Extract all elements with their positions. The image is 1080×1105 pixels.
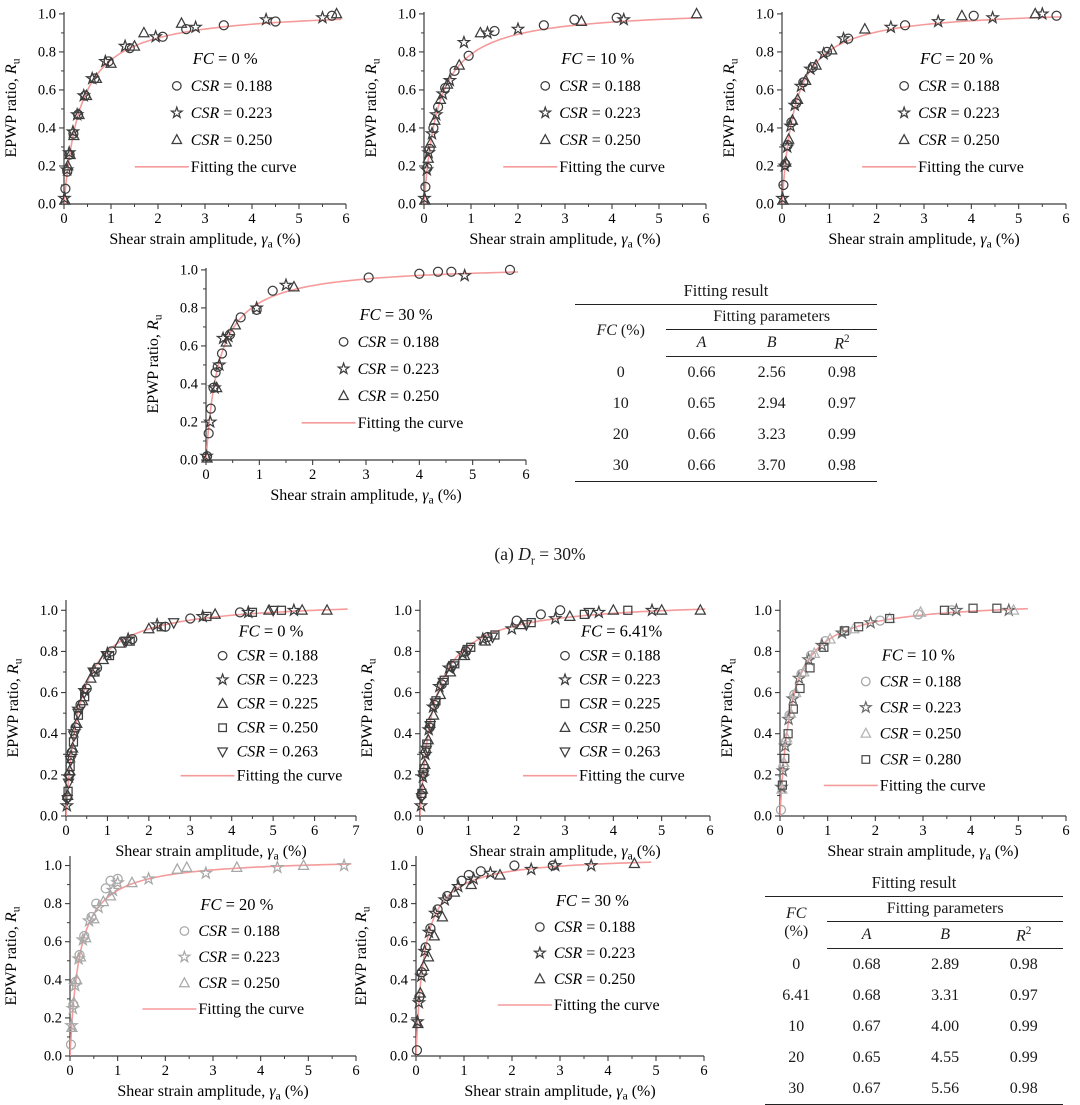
legend-entry: CSR = 0.188	[357, 333, 440, 351]
svg-text:0.6: 0.6	[389, 934, 408, 951]
svg-text:0.2: 0.2	[755, 158, 774, 175]
svg-text:0.0: 0.0	[179, 452, 198, 469]
plot-svg	[2, 588, 366, 864]
svg-text:0.0: 0.0	[753, 808, 772, 825]
svg-text:0: 0	[66, 1063, 74, 1079]
legend-entry: CSR = 0.223	[190, 104, 273, 122]
svg-text:0.8: 0.8	[753, 643, 772, 660]
svg-text:1.0: 1.0	[389, 858, 408, 875]
caption-prefix: (a)	[494, 544, 519, 564]
svg-text:3: 3	[561, 823, 569, 839]
legend-fit-label: Fitting the curve	[357, 414, 464, 432]
svg-text:0.0: 0.0	[389, 1048, 408, 1065]
plot-svg	[356, 588, 722, 864]
table-cell: 3.31	[931, 986, 960, 1004]
svg-text:0.6: 0.6	[397, 82, 416, 99]
table-title: Fitting result	[683, 281, 769, 300]
legend-entry: CSR = 0.250	[559, 131, 641, 149]
legend-entry: CSR = 0.250	[198, 975, 280, 992]
svg-text:0.4: 0.4	[39, 726, 58, 743]
table-cell: 0.97	[1009, 986, 1038, 1004]
table-cell: 0.98	[1009, 1079, 1038, 1097]
svg-text:6: 6	[310, 823, 319, 839]
series-0.188	[66, 874, 122, 1049]
table-cell: 0.67	[852, 1017, 881, 1035]
table-cell: 0.98	[827, 456, 856, 474]
svg-text:1: 1	[824, 823, 832, 839]
svg-text:5: 5	[304, 1063, 312, 1079]
fit-curve	[420, 609, 705, 816]
legend-entry: CSR = 0.223	[236, 671, 319, 689]
y-axis-label: EPWP ratio, $R_u$	[353, 906, 373, 1006]
svg-text:2: 2	[508, 1063, 516, 1079]
svg-text:0: 0	[776, 823, 784, 839]
svg-text:6: 6	[1062, 211, 1070, 227]
legend-entry: CSR = 0.223	[559, 104, 641, 122]
legend-fit-label: Fitting the curve	[879, 777, 986, 795]
svg-text:6: 6	[702, 211, 710, 227]
table-cell: 0.65	[687, 394, 716, 412]
table-cell: 10	[612, 394, 629, 412]
svg-text:2: 2	[154, 211, 162, 227]
table-cell: 4.00	[931, 1017, 960, 1035]
legend-title: FC = 30 %	[359, 304, 433, 324]
plot-svg	[716, 588, 1078, 864]
svg-text:1: 1	[255, 467, 263, 483]
svg-text:0.0: 0.0	[397, 196, 416, 213]
legend-entry: CSR = 0.223	[198, 949, 280, 966]
svg-text:3: 3	[920, 211, 928, 227]
table-row	[575, 419, 877, 450]
svg-text:1.0: 1.0	[753, 602, 772, 619]
plot-a-fc20	[718, 2, 1078, 252]
table-cell: 30	[788, 1079, 805, 1097]
svg-text:1.0: 1.0	[37, 6, 56, 23]
table-cell: 0.65	[852, 1048, 881, 1066]
table-cell: 0.99	[1009, 1017, 1038, 1035]
svg-text:3: 3	[209, 1063, 217, 1079]
table-cell: 0.66	[687, 425, 716, 443]
svg-text:1: 1	[107, 211, 115, 227]
series-0.263	[416, 608, 594, 802]
legend-entry: CSR = 0.225	[236, 695, 319, 713]
plot-b-fc0	[2, 588, 366, 864]
legend-entry: CSR = 0.280	[879, 751, 962, 769]
svg-text:0.8: 0.8	[43, 896, 62, 913]
table-row	[765, 1042, 1063, 1073]
table-cell: 2.56	[757, 363, 786, 381]
svg-text:0.6: 0.6	[755, 82, 774, 99]
x-axis-label: Shear strain amplitude, $\gamma_a$ (%)	[464, 1083, 656, 1103]
legend-title: FC = 10 %	[881, 645, 955, 665]
svg-text:0.6: 0.6	[393, 685, 412, 702]
legend	[824, 645, 986, 794]
svg-text:6: 6	[342, 211, 350, 227]
legend	[181, 622, 343, 785]
svg-text:0.4: 0.4	[179, 376, 198, 393]
svg-text:0: 0	[420, 211, 428, 227]
svg-text:5: 5	[1015, 211, 1023, 227]
legend-entry: CSR = 0.223	[579, 671, 661, 689]
table-cell: 3.70	[757, 456, 786, 474]
col-group-header: Fitting parameters	[666, 305, 877, 330]
legend-entry: CSR = 0.188	[879, 673, 962, 691]
table-cell: 0.68	[852, 986, 881, 1004]
x-axis-label: Shear strain amplitude, $\gamma_a$ (%)	[827, 843, 1019, 863]
table-row	[575, 450, 877, 482]
col-header-b: B	[906, 922, 985, 949]
svg-text:0.4: 0.4	[37, 120, 56, 137]
svg-text:1: 1	[114, 1063, 122, 1079]
svg-text:3: 3	[201, 211, 209, 227]
svg-text:0.6: 0.6	[37, 82, 56, 99]
table-row	[575, 388, 877, 419]
svg-text:0: 0	[62, 823, 70, 839]
svg-text:0.0: 0.0	[755, 196, 774, 213]
svg-text:2: 2	[513, 823, 521, 839]
caption-rest: = 30%	[534, 544, 586, 564]
legend-entry: CSR = 0.223	[879, 699, 962, 717]
col-header-b: B	[737, 330, 807, 357]
svg-text:1.0: 1.0	[755, 6, 774, 23]
col-group-header: Fitting parameters	[827, 897, 1063, 922]
svg-text:0: 0	[202, 467, 210, 483]
legend	[523, 622, 685, 785]
svg-text:0.4: 0.4	[397, 120, 416, 137]
caption-subscript: r	[530, 553, 535, 568]
legend-entry: CSR = 0.188	[579, 647, 661, 665]
svg-text:0.6: 0.6	[753, 685, 772, 702]
svg-text:2: 2	[145, 823, 153, 839]
legend-fit-label: Fitting the curve	[918, 158, 1024, 176]
x-axis-label: Shear strain amplitude, $\gamma_a$ (%)	[270, 487, 462, 507]
legend-entry: CSR = 0.250	[190, 131, 273, 149]
svg-text:5: 5	[295, 211, 303, 227]
legend-entry: CSR = 0.250	[579, 719, 661, 737]
table-row	[765, 980, 1063, 1011]
legend-entry: CSR = 0.225	[579, 695, 661, 713]
legend-title: FC = 0 %	[238, 621, 304, 641]
svg-text:1: 1	[825, 211, 833, 227]
svg-text:1.0: 1.0	[397, 6, 416, 23]
svg-text:1: 1	[464, 823, 472, 839]
svg-text:1: 1	[103, 823, 112, 839]
svg-text:7: 7	[352, 823, 360, 839]
x-axis-label: Shear strain amplitude, $\gamma_a$ (%)	[115, 843, 307, 863]
table-cell: 0.66	[687, 363, 716, 381]
svg-text:0: 0	[412, 1063, 420, 1079]
svg-text:4: 4	[967, 211, 975, 227]
table-cell: 0	[616, 363, 625, 381]
svg-text:4: 4	[967, 823, 975, 839]
legend-entry: CSR = 0.188	[918, 77, 1000, 95]
legend-entry: CSR = 0.250	[553, 971, 636, 988]
svg-text:5: 5	[1014, 823, 1022, 839]
svg-text:0.8: 0.8	[397, 44, 416, 61]
svg-text:4: 4	[228, 823, 236, 839]
col-header-a: A	[666, 330, 736, 357]
table-cell: 5.56	[931, 1079, 960, 1097]
y-axis-label: EPWP ratio, $R_u$	[359, 658, 379, 758]
svg-text:5: 5	[269, 823, 277, 839]
y-axis-label: EPWP ratio, $R_u$	[3, 58, 23, 158]
table-cell: 30	[612, 456, 629, 474]
legend-entry: CSR = 0.263	[236, 743, 319, 761]
legend-title: FC = 20 %	[920, 48, 994, 68]
svg-text:0.2: 0.2	[389, 1010, 408, 1027]
table-cell: 0.66	[687, 456, 716, 474]
table-cell: 0	[792, 955, 801, 973]
col-header-fc: FC (%)	[596, 321, 645, 339]
series-0.188	[63, 608, 245, 802]
svg-text:0.2: 0.2	[43, 1010, 62, 1027]
table-cell: 0.99	[827, 425, 856, 443]
legend	[862, 49, 1024, 176]
svg-text:6: 6	[700, 1063, 708, 1079]
plot-b-fc30	[350, 846, 718, 1104]
svg-text:2: 2	[309, 467, 317, 483]
svg-text:0.0: 0.0	[37, 196, 56, 213]
svg-text:0: 0	[778, 211, 786, 227]
plot-svg	[142, 256, 540, 508]
svg-text:6: 6	[706, 823, 714, 839]
panel-a-caption	[0, 544, 1080, 569]
svg-text:0.4: 0.4	[755, 120, 774, 137]
plot-svg	[350, 846, 718, 1104]
legend-entry: CSR = 0.223	[357, 360, 440, 378]
plot-b-fc20	[0, 846, 366, 1104]
plot-a-fc30	[142, 256, 540, 508]
legend-fit-label: Fitting the curve	[236, 767, 343, 785]
svg-text:0.4: 0.4	[43, 972, 62, 989]
svg-text:6: 6	[352, 1063, 360, 1079]
legend-entry: CSR = 0.223	[918, 104, 1000, 122]
svg-text:0.2: 0.2	[37, 158, 56, 175]
table-cell: 0.68	[852, 955, 881, 973]
svg-text:0.8: 0.8	[393, 643, 412, 660]
legend	[498, 891, 660, 1014]
svg-text:3: 3	[561, 211, 569, 227]
svg-text:1.0: 1.0	[39, 602, 58, 619]
x-axis-label: Shear strain amplitude, $\gamma_a$ (%)	[109, 231, 301, 251]
table-row	[765, 949, 1063, 981]
svg-text:4: 4	[608, 211, 616, 227]
table-cell: 0.97	[827, 394, 856, 412]
fitting-table-a	[575, 281, 877, 482]
col-header-a: A	[827, 922, 906, 949]
svg-text:0.0: 0.0	[43, 1048, 62, 1065]
table-cell: 20	[612, 425, 629, 443]
svg-text:0.2: 0.2	[39, 767, 58, 784]
plot-svg	[0, 2, 358, 252]
svg-text:5: 5	[652, 1063, 660, 1079]
svg-text:0: 0	[60, 211, 68, 227]
col-header-r2: $R^2$	[807, 330, 877, 357]
svg-text:5: 5	[655, 211, 663, 227]
svg-text:0.0: 0.0	[39, 808, 58, 825]
svg-text:0.0: 0.0	[393, 808, 412, 825]
table-row	[765, 1073, 1063, 1105]
svg-text:0.8: 0.8	[39, 643, 58, 660]
svg-text:0.4: 0.4	[753, 726, 772, 743]
svg-text:0.6: 0.6	[179, 338, 198, 355]
table-cell: 0.99	[1009, 1048, 1038, 1066]
table-cell: 2.94	[757, 394, 786, 412]
plot-a-fc10	[360, 2, 718, 252]
legend-entry: CSR = 0.188	[198, 923, 280, 940]
table-title: Fitting result	[871, 873, 957, 892]
svg-text:6: 6	[522, 467, 530, 483]
table-cell: 6.41	[782, 986, 811, 1004]
svg-text:1: 1	[460, 1063, 468, 1079]
plot-b-fc641	[356, 588, 722, 864]
svg-text:0.8: 0.8	[755, 44, 774, 61]
legend-entry: CSR = 0.188	[553, 919, 636, 936]
svg-text:0.2: 0.2	[753, 767, 772, 784]
col-header-fc: FC (%)	[784, 904, 809, 940]
plot-svg	[360, 2, 718, 252]
table-cell: 4.55	[931, 1048, 960, 1066]
legend-title: FC = 6.41%	[581, 621, 663, 641]
legend	[302, 305, 464, 432]
svg-text:0.8: 0.8	[179, 300, 198, 317]
svg-text:0: 0	[416, 823, 424, 839]
svg-text:4: 4	[415, 467, 423, 483]
svg-text:0.8: 0.8	[389, 896, 408, 913]
svg-text:6: 6	[1062, 823, 1070, 839]
svg-text:4: 4	[248, 211, 256, 227]
table-row	[575, 357, 877, 389]
x-axis-label: Shear strain amplitude, $\gamma_a$ (%)	[469, 843, 661, 863]
svg-text:2: 2	[514, 211, 522, 227]
legend-entry: CSR = 0.188	[236, 647, 319, 665]
svg-text:0.2: 0.2	[393, 767, 412, 784]
y-axis-label: EPWP ratio, $R_u$	[3, 906, 23, 1006]
legend-title: FC = 10 %	[561, 48, 635, 68]
svg-text:0.2: 0.2	[397, 158, 416, 175]
y-axis-label: EPWP ratio, $R_u$	[145, 314, 165, 414]
legend-entry: CSR = 0.223	[553, 945, 636, 962]
table-row	[765, 1011, 1063, 1042]
svg-text:1.0: 1.0	[393, 602, 412, 619]
legend-title: FC = 0 %	[192, 48, 258, 68]
table-cell: 2.89	[931, 955, 960, 973]
legend-entry: CSR = 0.188	[559, 77, 641, 95]
legend-fit-label: Fitting the curve	[579, 767, 685, 785]
svg-text:3: 3	[186, 823, 194, 839]
legend-fit-label: Fitting the curve	[190, 158, 297, 176]
plot-svg	[718, 2, 1078, 252]
plot-a-fc0	[0, 2, 358, 252]
table-cell: 10	[788, 1017, 805, 1035]
svg-text:0.4: 0.4	[389, 972, 408, 989]
legend-fit-label: Fitting the curve	[198, 1001, 305, 1018]
y-axis-label: EPWP ratio, $R_u$	[5, 658, 25, 758]
y-axis-label: EPWP ratio, $R_u$	[721, 58, 741, 158]
x-axis-label: Shear strain amplitude, $\gamma_a$ (%)	[469, 231, 661, 251]
fitting-table-b	[765, 873, 1063, 1105]
table-cell: 0.98	[1009, 955, 1038, 973]
legend-title: FC = 20 %	[200, 895, 274, 914]
legend-entry: CSR = 0.250	[918, 131, 1000, 149]
table-cell: 20	[788, 1048, 805, 1066]
legend-entry: CSR = 0.263	[579, 743, 661, 761]
svg-text:2: 2	[873, 211, 881, 227]
y-axis-label: EPWP ratio, $R_u$	[363, 58, 383, 158]
legend-entry: CSR = 0.250	[879, 725, 962, 743]
svg-text:4: 4	[609, 823, 617, 839]
svg-text:4: 4	[257, 1063, 265, 1079]
y-axis-label: EPWP ratio, $R_u$	[719, 658, 739, 758]
svg-text:0.8: 0.8	[37, 44, 56, 61]
svg-text:0.4: 0.4	[393, 726, 412, 743]
svg-text:0.6: 0.6	[39, 685, 58, 702]
legend-entry: CSR = 0.188	[190, 77, 273, 95]
x-axis-label: Shear strain amplitude, $\gamma_a$ (%)	[117, 1083, 309, 1103]
table-cell: 0.98	[827, 363, 856, 381]
svg-text:3: 3	[556, 1063, 564, 1079]
svg-text:0.2: 0.2	[179, 414, 198, 431]
svg-text:1.0: 1.0	[179, 262, 198, 279]
legend-fit-label: Fitting the curve	[553, 997, 660, 1014]
plot-svg	[0, 846, 366, 1104]
legend	[135, 49, 297, 176]
svg-text:0.6: 0.6	[43, 934, 62, 951]
x-axis-label: Shear strain amplitude, $\gamma_a$ (%)	[828, 231, 1020, 251]
legend-entry: CSR = 0.250	[357, 387, 440, 405]
svg-text:3: 3	[919, 823, 927, 839]
legend	[503, 49, 665, 176]
svg-text:2: 2	[161, 1063, 169, 1079]
legend-entry: CSR = 0.250	[236, 719, 319, 737]
svg-text:5: 5	[469, 467, 477, 483]
legend-fit-label: Fitting the curve	[559, 158, 666, 176]
caption-symbol: D	[518, 544, 531, 564]
col-header-r2: $R^2$	[984, 922, 1063, 949]
table-cell: 0.67	[852, 1079, 881, 1097]
svg-text:4: 4	[604, 1063, 612, 1079]
svg-text:1: 1	[467, 211, 475, 227]
svg-text:1.0: 1.0	[43, 858, 62, 875]
series-0.188	[412, 861, 557, 1055]
svg-text:5: 5	[658, 823, 666, 839]
svg-text:2: 2	[871, 823, 879, 839]
plot-b-fc10	[716, 588, 1078, 864]
svg-text:3: 3	[362, 467, 370, 483]
table-cell: 3.23	[757, 425, 786, 443]
legend-title: FC = 30 %	[555, 891, 629, 910]
legend	[142, 895, 304, 1018]
